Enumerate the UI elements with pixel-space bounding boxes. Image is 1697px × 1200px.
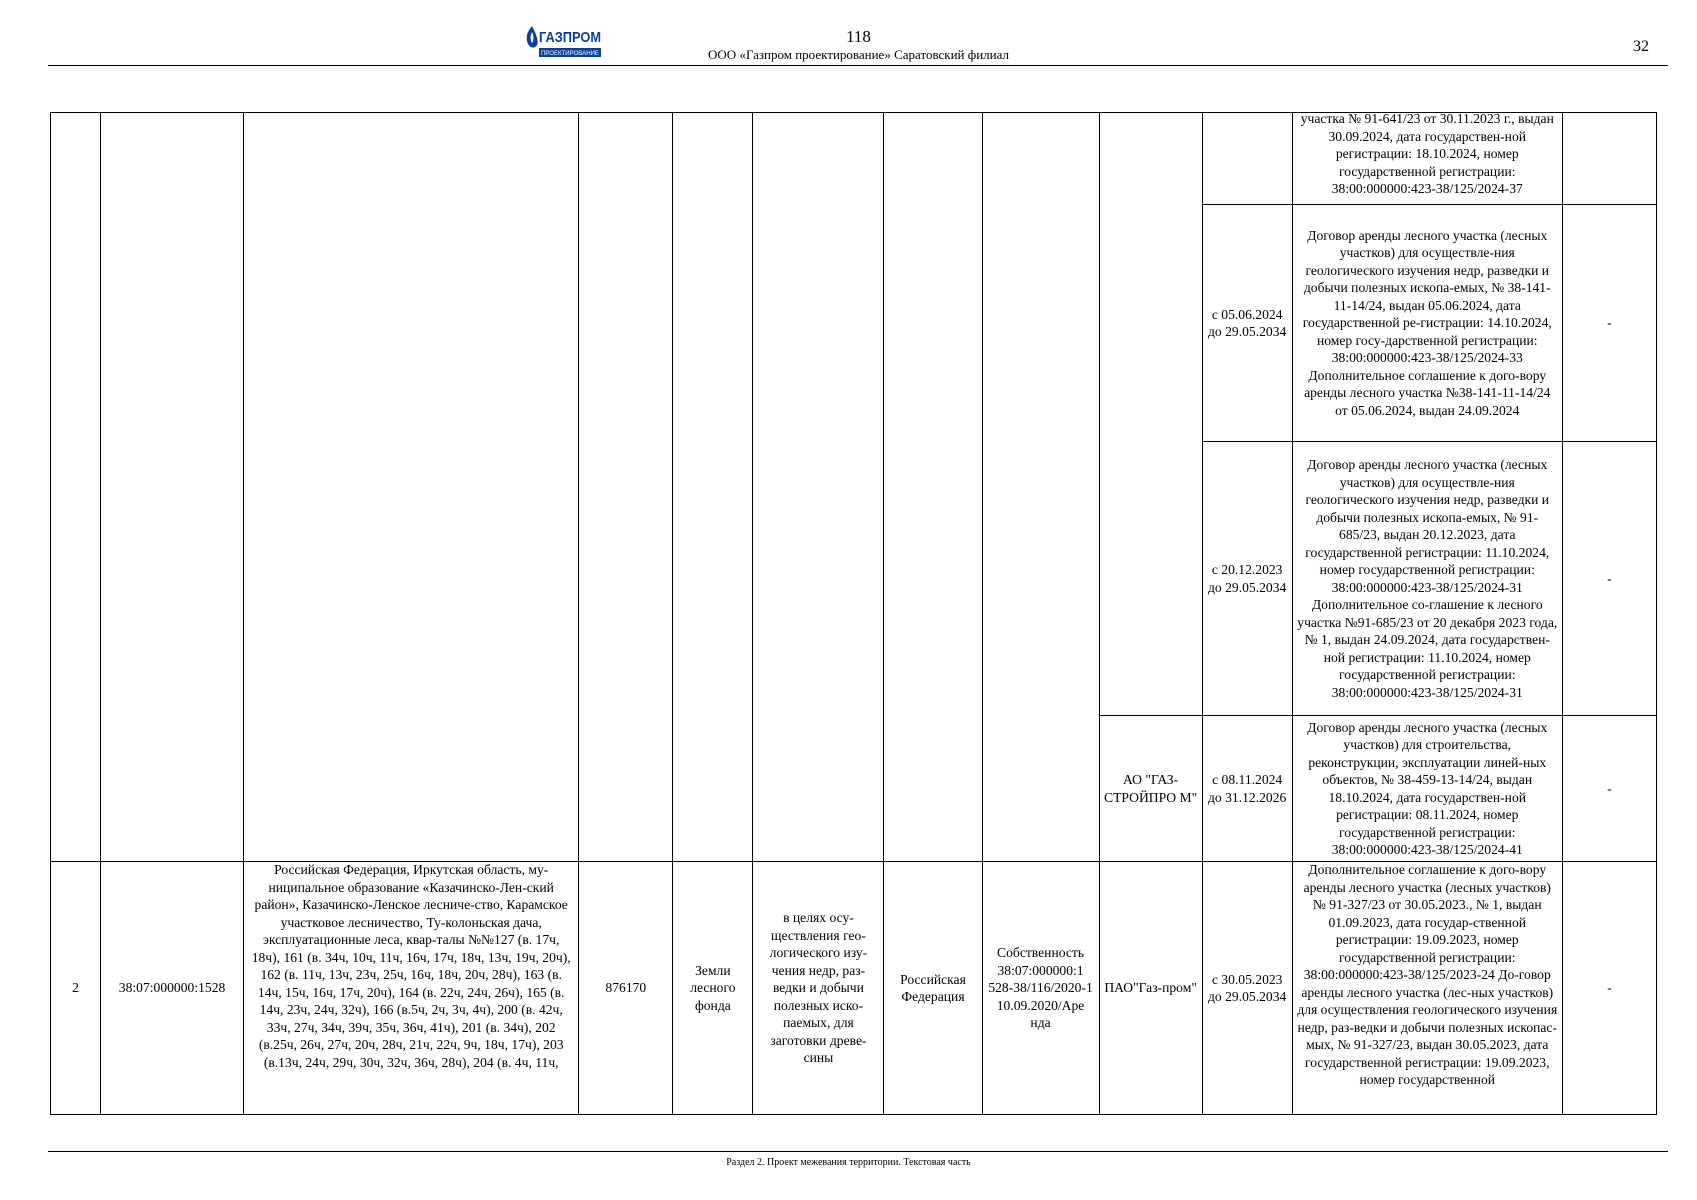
cell-area: 876170 <box>579 862 673 1115</box>
cell-note: - <box>1562 716 1656 862</box>
cell-area <box>579 113 673 862</box>
cell-num <box>51 113 101 862</box>
table-row <box>51 862 1657 1115</box>
cell-cadastral: 38:07:000000:1528 <box>101 862 244 1115</box>
organization-name: ООО «Газпром проектирование» Саратовский филиал <box>708 47 1009 62</box>
cell-owner <box>884 113 982 862</box>
cell-period: с 08.11.2024 до 31.12.2026 <box>1202 716 1292 862</box>
page-header <box>0 0 1697 70</box>
cell-category: Земли лесного фонда <box>673 862 753 1115</box>
footer-text: Раздел 2. Проект межевания территории. Текстовая часть <box>726 1157 971 1168</box>
cell-owner: Российская Федерация <box>884 862 982 1115</box>
cell-doc: Договор аренды лесного участка (лесных участков) для осуществле-ния геологического изучения недр, разведки и добычи полезных ископа-емых, № 91-685/23, выдан 20.12.2023, дата государственной регистрации: 11.10.2024, номер государственной регистрации: 38:00:000000:423-38/125/2024-31 Дополнительное со-глашение к лесного участка №91-685/23 от 20 декабря 2023 года, № 1, выдан 24.09.2024, дата государствен-ной регистрации: 11.10.2024, номер государственной регистрации: 38:00:000000:423-38/125/2024-31 <box>1292 442 1562 716</box>
cell-doc: Договор аренды лесного участка (лесных участков) для осуществле-ния геологического изучения недр, разведки и добычи полезных ископа-емых, № 38-141-11-14/24, выдан 05.06.2024, дата государственной ре-гистрации: 14.10.2024, номер госу-дарственной регистрации: 38:00:000000:423-38/125/2024-33 Дополнительное соглашение к дого-вору аренды лесного участка №38-141-11-14/24 от 05.06.2024, выдан 24.09.2024 <box>1292 205 1562 442</box>
header-divider <box>48 65 1668 66</box>
cell-use: в целях осу-ществления гео-логического изу-чения недр, раз-ведки и добычи полезных иско-паемых, для заготовки древе-сины <box>753 862 884 1115</box>
cell-period <box>1202 113 1292 205</box>
cell-right <box>982 113 1099 862</box>
page-number: 32 <box>1633 38 1649 55</box>
land-plots-table-wrap <box>50 112 1657 1115</box>
cell-doc: Договор аренды лесного участка (лесных участков) для строительства, реконструкции, эксплуатации линей-ных объектов, № 38-459-13-14/24, выдан 18.10.2024, дата государствен-ной регистрации: 08.11.2024, номер государственной регистрации: 38:00:000000:423-38/125/2024-41 <box>1292 716 1562 862</box>
cell-category <box>673 113 753 862</box>
cell-period: с 30.05.2023 до 29.05.2034 <box>1202 862 1292 1115</box>
cell-period: с 20.12.2023 до 29.05.2034 <box>1202 442 1292 716</box>
cell-doc: Дополнительное соглашение к дого-вору аренды лесного участка (лесных участков) № 91-327/23 от 30.05.2023., № 1, выдан 01.09.2023, дата государ-ственной регистрации: 19.09.2023, номер государственной регистрации: 38:00:000000:423-38/125/2023-24 До-говор аренды лесного участка (лес-ных участков) для осуществления геологического изучения недр, раз-ведки и добычи полезных ископас-мых, № 91-327/23, выдан 30.05.2023, дата государственной регистрации: 19.09.2023, номер государственной <box>1292 862 1562 1115</box>
logo-text: ГАЗПРОМ <box>539 29 601 46</box>
cell-note: - <box>1562 205 1656 442</box>
cell-note: - <box>1562 442 1656 716</box>
cell-location <box>244 113 579 862</box>
cell-cadastral <box>101 113 244 862</box>
cell-doc: участка № 91-641/23 от 30.11.2023 г., выдан 30.09.2024, дата государствен-ной регистрации: 18.10.2024, номер государственной регистрации: 38:00:000000:423-38/125/2024-37 <box>1292 113 1562 205</box>
doc-number: 118 <box>846 27 871 46</box>
footer-divider <box>48 1151 1668 1152</box>
land-plots-table <box>50 112 1657 1115</box>
cell-note: - <box>1562 862 1656 1115</box>
cell-holder <box>1099 113 1202 716</box>
logo-subtext: ПРОЕКТИРОВАНИЕ <box>541 51 599 57</box>
cell-holder: ПАО"Газ-пром" <box>1099 862 1202 1115</box>
table-row <box>51 113 1657 205</box>
cell-use <box>753 113 884 862</box>
cell-note <box>1562 113 1656 205</box>
cell-right: Собственность 38:07:000000:1 528-38/116/2020-1 10.09.2020/Аре нда <box>982 862 1099 1115</box>
cell-holder: АО "ГАЗ-СТРОЙПРО М" <box>1099 716 1202 862</box>
cell-num: 2 <box>51 862 101 1115</box>
cell-period: с 05.06.2024 до 29.05.2034 <box>1202 205 1292 442</box>
cell-location: Российская Федерация, Иркутская область, му-ниципальное образование «Казачинско-Лен-ский район», Казачинско-Ленское лесниче-ство, Карамское участковое лесничество, Ту-колоньская дача, эксплуатационные леса, квар-талы №№127 (в. 17ч, 18ч), 161 (в. 34ч, 10ч, 11ч, 16ч, 17ч, 18ч, 13ч, 19ч, 20ч), 162 (в. 11ч, 13ч, 23ч, 25ч, 16ч, 18ч, 20ч, 28ч), 163 (в. 14ч, 15ч, 16ч, 17ч, 20ч), 164 (в. 22ч, 24ч, 26ч), 165 (в. 14ч, 23ч, 24ч, 32ч), 166 (в.5ч, 2ч, 3ч, 4ч), 200 (в. 42ч, 33ч, 27ч, 34ч, 39ч, 35ч, 36ч, 41ч), 201 (в. 34ч), 202 (в.25ч, 26ч, 27ч, 20ч, 28ч, 21ч, 22ч, 9ч, 18ч, 17ч), 203 (в.13ч, 24ч, 29ч, 30ч, 32ч, 36ч, 28ч), 204 (в. 4ч, 11ч, <box>244 862 579 1115</box>
